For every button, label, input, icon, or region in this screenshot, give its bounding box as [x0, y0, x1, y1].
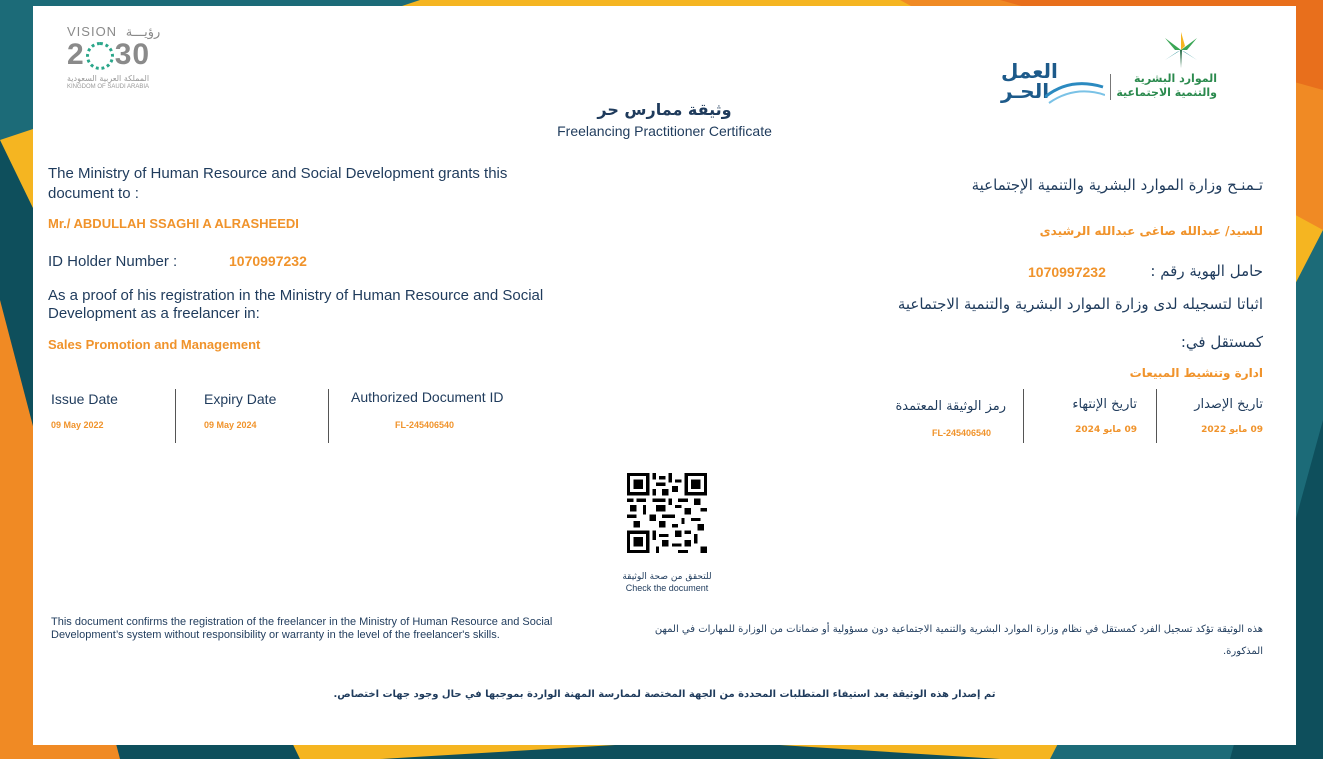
qr-label-ar: للتحقق من صحة الوثيقة [622, 572, 712, 582]
title-ar: وثيقة ممارس حر [597, 100, 732, 119]
ar-grant-text: تـمنـح وزارة الموارد البشرية والتنمية الإجتماعية [971, 176, 1263, 194]
ar-disclaimer: هذه الوثيقة تؤكد تسجيل الفرد كمستقل في نظام وزارة الموارد البشرية والتنمية الاجتماعية دون مسؤولية أو ضمانات من الوزارة للمهارات في المهن المذكورة. [654, 624, 1263, 657]
en-profession: Sales Promotion and Management [48, 337, 261, 352]
en-issue-value: 09 May 2022 [51, 420, 104, 430]
en-expiry-value: 09 May 2024 [204, 420, 257, 430]
en-expiry-label: Expiry Date [204, 391, 277, 407]
vision-year-right: 30 [114, 38, 151, 71]
ar-id-value: 1070997232 [1028, 264, 1106, 280]
en-grant-text: The Ministry of Human Resource and Social Development grants this document to : [48, 165, 508, 202]
ministry-logo-line1: الموارد البشرية [1134, 72, 1217, 85]
ar-profession: ادارة وتنشيط المبيعات [1129, 366, 1263, 380]
en-holder-name: Mr./ ABDULLAH SSAGHI A ALRASHEEDI [48, 216, 299, 231]
qr-label-en: Check the document [625, 583, 709, 593]
en-docid-value: FL-245406540 [395, 420, 455, 430]
ar-expiry-label: تاريخ الإنتهاء [1072, 397, 1137, 412]
freelance-logo-line1: العمل [1001, 59, 1058, 83]
en-issue-label: Issue Date [51, 391, 118, 407]
en-date-divider-1 [175, 389, 176, 443]
ar-docid-label: رمز الوثيقة المعتمدة [895, 399, 1006, 414]
vision-word-ar: رؤيـــة [125, 25, 161, 40]
ar-expiry-value: 09 مايو 2024 [1075, 425, 1137, 435]
vision-2030-logo [65, 22, 205, 92]
en-docid-label: Authorized Document ID [351, 389, 504, 405]
en-id-label: ID Holder Number : [48, 253, 178, 270]
ar-holder-name: للسيد/ عبدالله صاغى عبدالله الرشيدى [1039, 224, 1263, 238]
vision-year-left: 2 [67, 38, 85, 71]
vision-kingdom-en: KINGDOM OF SAUDI ARABIA [67, 84, 150, 90]
ministry-palm-icon [1161, 30, 1201, 68]
en-date-divider-2 [328, 389, 329, 443]
ar-freelancer-in: كمستقل في: [1180, 333, 1263, 351]
ar-issue-value: 09 مايو 2022 [1201, 425, 1263, 435]
en-proof-text: As a proof of his registration in the Ministry of Human Resource and Social Development as a freelancer in: [48, 287, 544, 322]
ar-docid-value: FL-245406540 [932, 428, 992, 438]
footer-note: تم إصدار هذه الوثيقة بعد استيفاء المتطلبات المحددة من الجهة المختصة لممارسة المهنة الواردة بموجبها في حال وجود جهات اختصاص. [333, 689, 996, 700]
ar-id-label: حامل الهوية رقم : [1150, 262, 1263, 280]
freelance-logo-line2: الحـر [1001, 79, 1050, 103]
ministry-logo-line2: والتنمية الاجتماعية [1116, 86, 1217, 99]
ministry-logo [1117, 30, 1217, 100]
en-id-value: 1070997232 [229, 253, 307, 269]
ar-proof-text: اثباتا لتسجيله لدى وزارة الموارد البشرية والتنمية الاجتماعية [897, 295, 1263, 313]
qr-code[interactable] [627, 473, 707, 553]
ar-issue-label: تاريخ الإصدار [1194, 397, 1263, 412]
en-disclaimer: This document confirms the registration of the freelancer in the Ministry of Human Resource and Social Development’s system without responsibility or warranty in the level of the freelancer's skills. [51, 616, 553, 641]
certificate-card [33, 6, 1296, 745]
vision-emblem-icon [86, 42, 114, 70]
title-en: Freelancing Practitioner Certificate [557, 123, 772, 139]
vision-kingdom-ar: المملكة العربية السعودية [67, 74, 150, 83]
vision-word: VISION [67, 24, 118, 39]
ar-date-divider-1 [1156, 389, 1157, 443]
ar-date-divider-2 [1023, 389, 1024, 443]
logo-divider [1110, 74, 1111, 100]
